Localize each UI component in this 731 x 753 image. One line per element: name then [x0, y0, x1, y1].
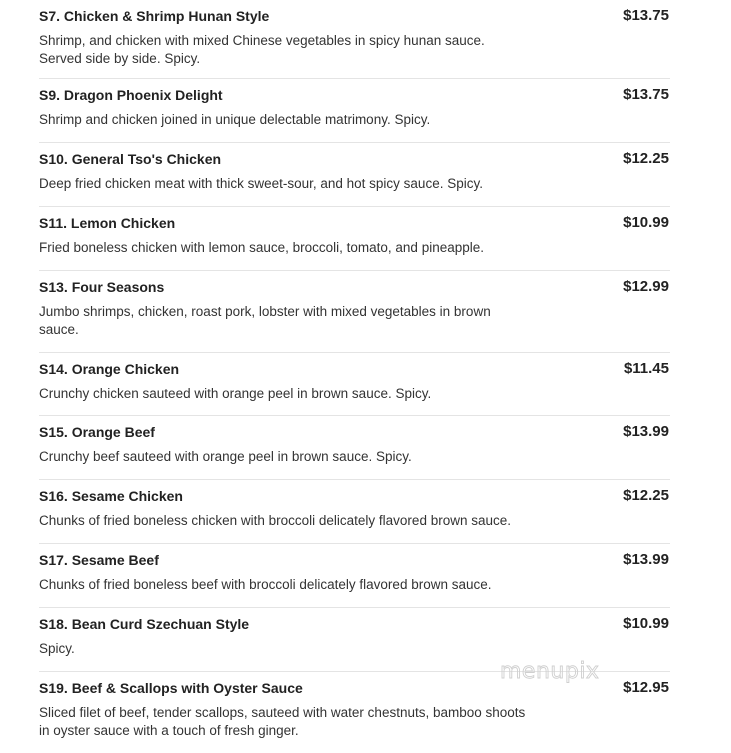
menu-item-name: S13. Four Seasons: [39, 279, 165, 295]
menu-item-price: $10.99: [623, 214, 669, 231]
menu-item-name: S15. Orange Beef: [39, 424, 155, 440]
menu-item-name: S16. Sesame Chicken: [39, 488, 183, 504]
menu-item-name: S17. Sesame Beef: [39, 552, 159, 568]
menu-item: [39, 79, 670, 143]
menu-item: [39, 416, 670, 480]
menu-item-description: Fried boneless chicken with lemon sauce, broccoli, tomato, and pineapple.: [39, 240, 484, 255]
menu-item-description: Crunchy chicken sauteed with orange peel in brown sauce. Spicy.: [39, 386, 432, 401]
menupix-watermark: [498, 654, 610, 688]
menu-item-price: $12.25: [623, 150, 669, 167]
menu-item-price: $12.25: [623, 487, 669, 504]
menu-item-name: S18. Bean Curd Szechuan Style: [39, 616, 250, 632]
menu-list: [39, 0, 670, 753]
menu-item-price: $10.99: [623, 615, 669, 632]
menu-item-description: Shrimp and chicken joined in unique delectable matrimony. Spicy.: [39, 112, 431, 127]
menu-item: [39, 544, 670, 608]
menu-item: [39, 143, 670, 207]
menu-item-name: S19. Beef & Scallops with Oyster Sauce: [39, 680, 303, 696]
menu-item-description: Crunchy beef sauteed with orange peel in brown sauce. Spicy.: [39, 449, 412, 464]
menu-item: [39, 353, 670, 416]
menu-item-name: S11. Lemon Chicken: [39, 215, 176, 231]
menu-item-description: Sliced filet of beef, tender scallops, sauteed with water chestnuts, bamboo shoots in oyster sauce with a touch of fresh ginger.: [39, 705, 526, 738]
menu-item-price: $13.99: [623, 423, 669, 440]
menu-item-description: Chunks of fried boneless chicken with broccoli delicately flavored brown sauce.: [39, 513, 511, 528]
menu-item-price: $12.99: [623, 278, 669, 295]
menu-item-price: $11.45: [623, 360, 669, 377]
menu-item-name: S7. Chicken & Shrimp Hunan Style: [39, 8, 270, 24]
menu-item-name: S9. Dragon Phoenix Delight: [39, 87, 223, 103]
menu-item-description: Jumbo shrimps, chicken, roast pork, lobster with mixed vegetables in brown sauce.: [39, 304, 491, 337]
menu-item-price: $13.99: [623, 551, 669, 568]
menu-item: [39, 0, 670, 79]
menu-item-price: $13.75: [623, 7, 669, 24]
menu-item-price: $12.95: [623, 679, 669, 696]
menu-item-description: Chunks of fried boneless beef with broccoli delicately flavored brown sauce.: [39, 577, 492, 592]
watermark-text: menupix: [500, 659, 600, 684]
menu-item-description: Deep fried chicken meat with thick sweet-sour, and hot spicy sauce. Spicy.: [39, 176, 483, 191]
menu-item: [39, 480, 670, 544]
menu-item-name: S14. Orange Chicken: [39, 361, 180, 377]
menu-item-price: $13.75: [623, 86, 669, 103]
menu-item-name: S10. General Tso's Chicken: [39, 151, 222, 167]
menu-item: [39, 207, 670, 271]
menu-item-description: Shrimp, and chicken with mixed Chinese vegetables in spicy hunan sauce. Served side by side. Spicy.: [39, 33, 485, 66]
menu-item: [39, 271, 670, 353]
menu-item-description: Spicy.: [39, 641, 75, 656]
